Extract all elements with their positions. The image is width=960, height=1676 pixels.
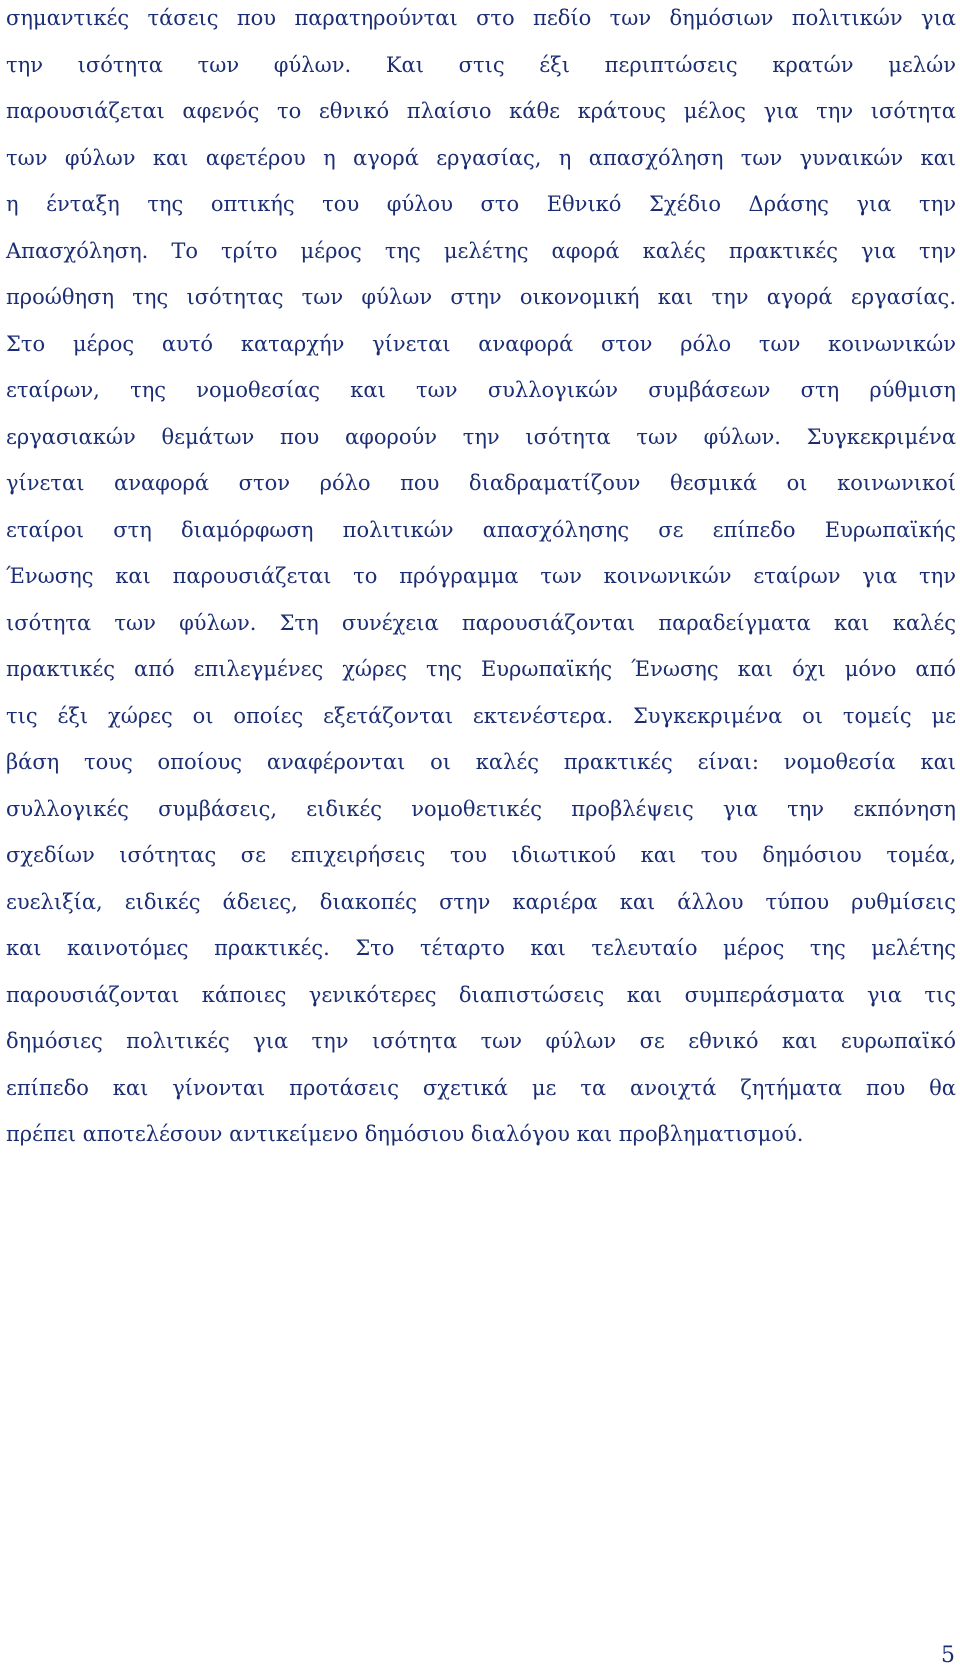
text-line: σημαντικές τάσεις που παρατηρούνται στο πεδίο των δημόσιων πολιτικών για [6, 6, 956, 30]
text-line: ισότητα των φύλων. Στη συνέχεια παρουσιάζονται παραδείγματα και καλές [6, 610, 956, 635]
text-line: Απασχόληση. Το τρίτο μέρος της μελέτης αφορά καλές πρακτικές για την [6, 238, 956, 263]
text-line: ευελιξία, ειδικές άδειες, διακοπές στην καριέρα και άλλου τύπου ρυθμίσεις [6, 889, 956, 914]
text-line: δημόσιες πολιτικές για την ισότητα των φύλων σε εθνικό και ευρωπαϊκό [6, 1029, 956, 1053]
text-line: Στο μέρος αυτό καταρχήν γίνεται αναφορά στον ρόλο των κοινωνικών [6, 331, 956, 356]
text-line: πρέπει αποτελέσουν αντικείμενο δημόσιου διαλόγου και προβληματισμού. [6, 1122, 804, 1146]
text-line: παρουσιάζονται κάποιες γενικότερες διαπιστώσεις και συμπεράσματα για τις [6, 982, 956, 1007]
text-line: Ένωσης και παρουσιάζεται το πρόγραμμα των κοινωνικών εταίρων για την [6, 564, 956, 588]
text-line: συλλογικές συμβάσεις, ειδικές νομοθετικές προβλέψεις για την εκπόνηση [6, 796, 956, 821]
text-line: βάση τους οποίους αναφέρονται οι καλές πρακτικές είναι: νομοθεσία και [6, 750, 956, 774]
text-line: και καινοτόμες πρακτικές. Στο τέταρτο και τελευταίο μέρος της μελέτης [6, 936, 956, 960]
text-line: σχεδίων ισότητας σε επιχειρήσεις του ιδιωτικού και του δημόσιου τομέα, [6, 843, 956, 867]
text-line: των φύλων και αφετέρου η αγορά εργασίας, η απασχόληση των γυναικών και [6, 145, 956, 170]
text-line: προώθηση της ισότητας των φύλων στην οικονομική και την αγορά εργασίας. [6, 285, 956, 309]
text-line: τις έξι χώρες οι οποίες εξετάζονται εκτενέστερα. Συγκεκριμένα οι τομείς με [6, 703, 956, 728]
text-line: την ισότητα των φύλων. Και στις έξι περιπτώσεις κρατών μελών [6, 52, 956, 77]
text-line: εταίροι στη διαμόρφωση πολιτικών απασχόλησης σε επίπεδο Ευρωπαϊκής [6, 517, 956, 542]
page-number: 5 [941, 1643, 955, 1668]
body-paragraph [6, 0, 956, 1163]
text-line: πρακτικές από επιλεγμένες χώρες της Ευρωπαϊκής Ένωσης και όχι μόνο από [6, 657, 956, 681]
text-line: γίνεται αναφορά στον ρόλο που διαδραματίζουν θεσμικά οι κοινωνικοί [6, 471, 956, 495]
text-line: η ένταξη της οπτικής του φύλου στο Εθνικό Σχέδιο Δράσης για την [6, 192, 956, 216]
text-line: παρουσιάζεται αφενός το εθνικό πλαίσιο κάθε κράτους μέλος για την ισότητα [6, 99, 956, 123]
text-line: εταίρων, της νομοθεσίας και των συλλογικών συμβάσεων στη ρύθμιση [6, 378, 956, 402]
text-line: επίπεδο και γίνονται προτάσεις σχετικά με τα ανοιχτά ζητήματα που θα [6, 1075, 956, 1100]
text-line: εργασιακών θεμάτων που αφορούν την ισότητα των φύλων. Συγκεκριμένα [6, 424, 956, 449]
